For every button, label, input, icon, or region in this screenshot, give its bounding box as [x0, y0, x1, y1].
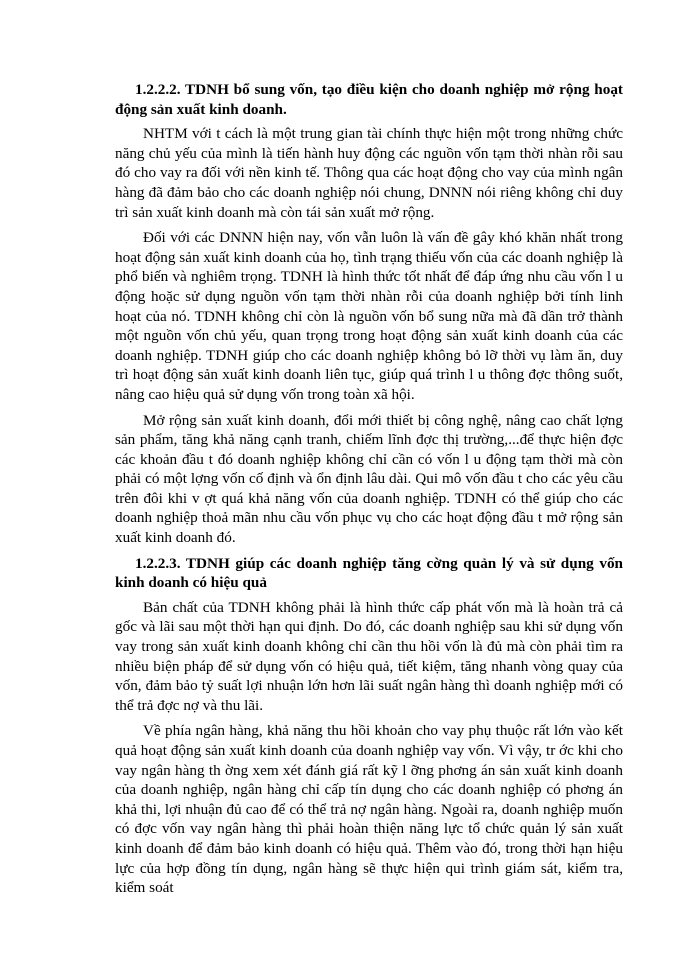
paragraph: NHTM với t cách là một trung gian tài chính thực hiện một trong những chức năng chủ yếu của mình là tiến hành huy động các nguồn vốn tạm thời nhàn rỗi sau đó cho vay ra đối với nền kinh tế. Thông qua các hoạt động cho vay của mình ngân hàng đã đảm bảo cho các doanh nghiệp nói chung, DNNN nói riêng không chỉ duy trì sản xuất kinh doanh mà còn tái sản xuất mở rộng.	[115, 125, 623, 221]
paragraph: Mở rộng sản xuất kinh doanh, đổi mới thiết bị công nghệ, nâng cao chất lợng sản phẩm, tăng khả năng cạnh tranh, chiếm lĩnh đợc thị trường,...để thực hiện đợc các khoản đầu t đó doanh nghiệp không chỉ cần có vốn l u động tạm thời mà còn phải có một lợng vốn cố định và ổn định lâu dài. Qui mô vốn đầu t cho các yêu cầu trên đôi khi v ợt quá khả năng vốn của doanh nghiệp. TDNH có thể giúp cho các doanh nghiệp thoả mãn nhu cầu vốn phục vụ cho các hoạt động đầu t mở rộng sản xuất kinh doanh đó.	[115, 411, 623, 547]
paragraph: Đối với các DNNN hiện nay, vốn vẫn luôn là vấn đề gây khó khăn nhất trong hoạt động sản xuất kinh doanh của họ, tình trạng thiếu vốn của các doanh nghiệp là phổ biến và nghiêm trọng. TDNH là hình thức tốt nhất để đáp ứng nhu cầu vốn l u động hoặc sử dụng nguồn vốn tạm thời nhàn rỗi của doanh nghiệp bởi tính linh hoạt của nó. TDNH không chỉ còn là nguồn vốn bổ sung nữa mà đã dần trở thành một nguồn vốn chủ yếu, quan trọng trong hoạt động sản xuất kinh doanh của các doanh nghiệp. TDNH giúp cho các doanh nghiệp không bỏ lỡ thời vụ làm ăn, duy trì hoạt động sản xuất kinh doanh liên tục, giúp quá trình l u thông đợc thông suốt, nâng cao hiệu quả sử dụng vốn trong toàn xã hội.	[115, 229, 623, 403]
document-page	[115, 80, 623, 898]
paragraph: Về phía ngân hàng, khả năng thu hồi khoản cho vay phụ thuộc rất lớn vào kết quả hoạt động sản xuất kinh doanh của doanh nghiệp vay vốn. Vì vậy, tr ớc khi cho vay ngân hàng th ờng xem xét đánh giá rất kỹ l ỡng phơng án sản xuất kinh doanh của doanh nghiệp, ngân hàng chỉ cấp tín dụng cho các doanh nghiệp có phơng án khả thi, lợi nhuận đủ cao để có thể trả nợ ngân hàng. Ngoài ra, doanh nghiệp muốn có đợc vốn vay ngân hàng thì phải hoàn thiện năng lực tổ chức quản lý sản xuất kinh doanh để đảm bảo kinh doanh có hiệu quả. Thêm vào đó, trong thời hạn hiệu lực của hợp đồng tín dụng, ngân hàng sẽ thực hiện qui trình giám sát, kiểm tra, kiểm soát	[115, 722, 623, 897]
section-heading-1-2-2-3: 1.2.2.3. TDNH giúp các doanh nghiệp tăng cờng quản lý và sử dụng vốn kinh doanh có hiệu quả	[115, 554, 623, 592]
paragraph: Bản chất của TDNH không phải là hình thức cấp phát vốn mà là hoàn trả cả gốc và lãi sau một thời hạn qui định. Do đó, các doanh nghiệp sau khi sử dụng vốn vay trong sản xuất kinh doanh không chỉ cần thu hồi vốn là đủ mà còn phải tìm ra nhiều biện pháp để sử dụng vốn có hiệu quả, tiết kiệm, tăng nhanh vòng quay của vốn, đảm bảo tỷ suất lợi nhuận lớn hơn lãi suất ngân hàng thì doanh nghiệp mới có thể trả đợc nợ và thu lãi.	[115, 598, 623, 714]
section-heading-1-2-2-2: 1.2.2.2. TDNH bổ sung vốn, tạo điều kiện cho doanh nghiệp mở rộng hoạt động sản xuất kinh doanh.	[115, 81, 623, 118]
